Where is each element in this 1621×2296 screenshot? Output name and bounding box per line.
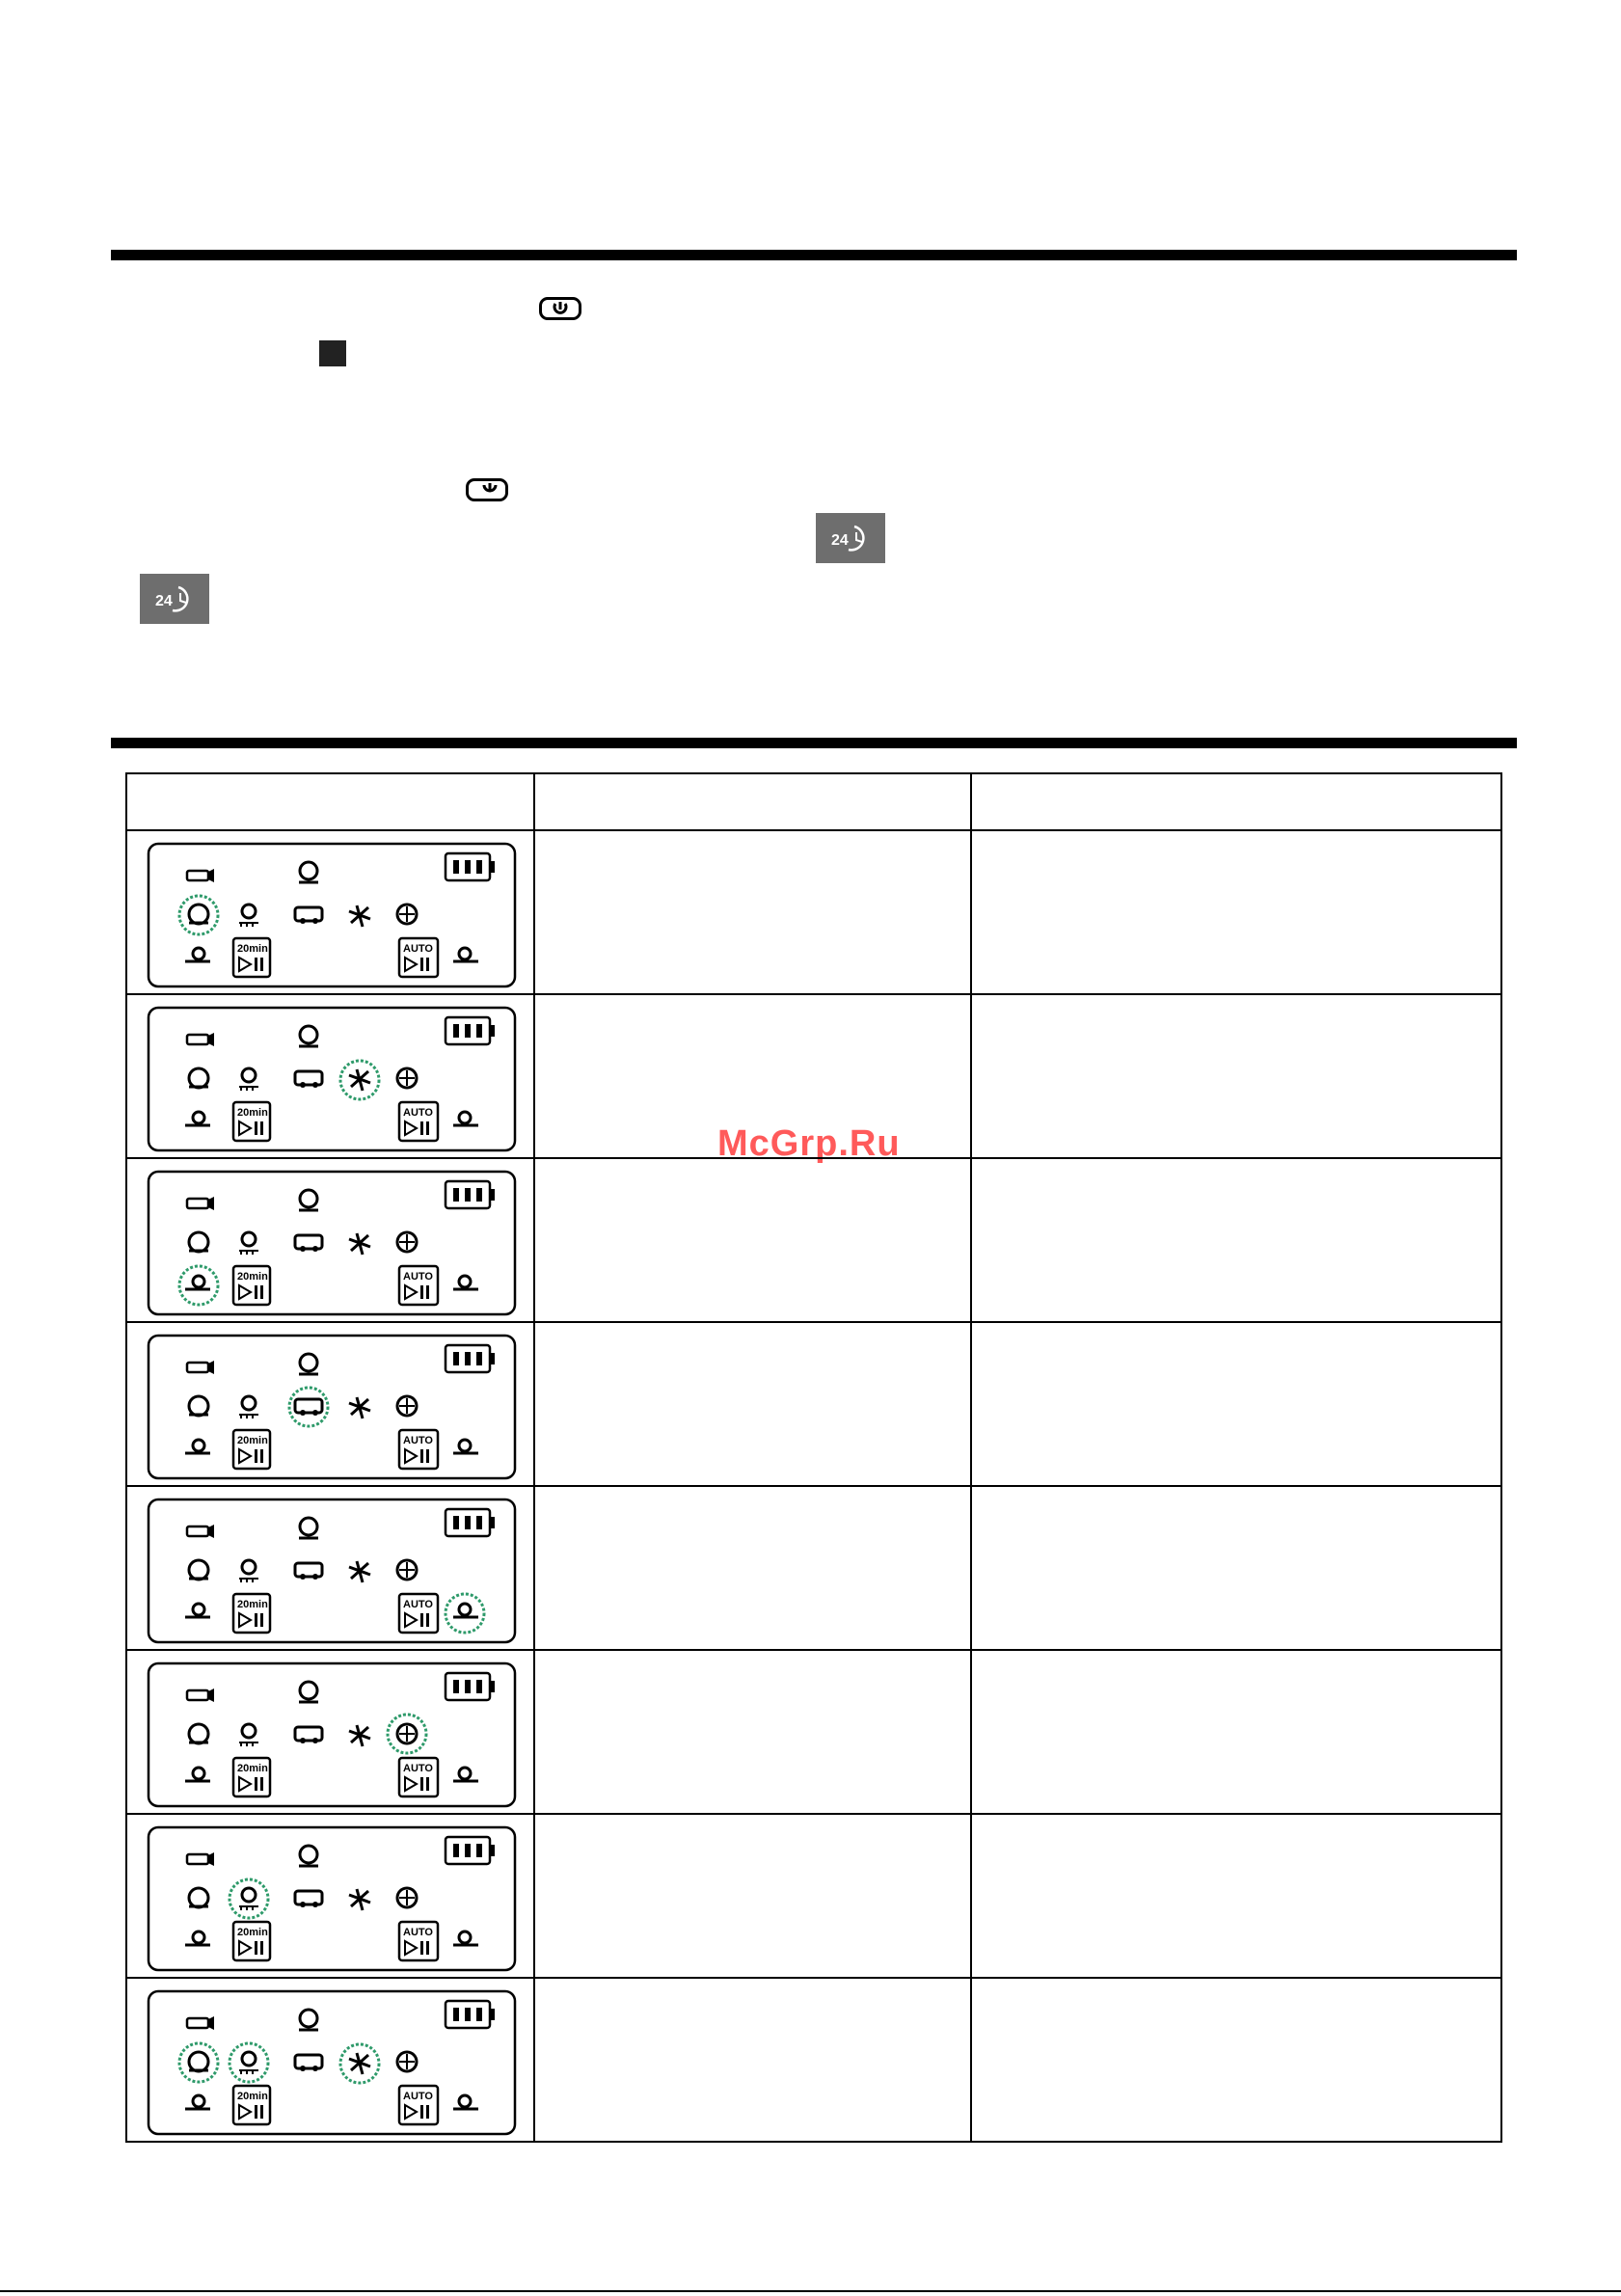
timer-label: 20min — [237, 1435, 268, 1446]
highlight-markers — [179, 1266, 218, 1305]
right-edge-icon — [453, 2095, 478, 2109]
battery-icon — [446, 1509, 495, 1536]
right-edge-icon — [453, 1768, 478, 1781]
table-row — [126, 830, 1501, 994]
camera-icon — [187, 2016, 214, 2030]
timer-label: 20min — [237, 1107, 268, 1119]
laser-icon — [349, 1233, 370, 1255]
auto-label: AUTO — [403, 1599, 433, 1610]
status-cell — [534, 1158, 971, 1322]
battery-icon — [446, 2001, 495, 2028]
timer-button — [233, 1430, 270, 1469]
table-header-cell — [126, 773, 534, 830]
auto-button — [399, 1594, 438, 1633]
laser-icon — [349, 1725, 370, 1746]
power-button-icon — [466, 478, 508, 501]
auto-label: AUTO — [403, 1435, 433, 1446]
camera-icon — [187, 1688, 214, 1702]
schedule-24h-icon — [140, 574, 209, 624]
spot-icon — [189, 905, 208, 924]
auto-button — [399, 1758, 438, 1796]
laser-icon — [349, 1889, 370, 1910]
notes-cell — [971, 1486, 1501, 1650]
battery-icon — [446, 1837, 495, 1864]
status-cell — [534, 1814, 971, 1978]
right-edge-icon — [453, 1112, 478, 1125]
timer-label: 20min — [237, 943, 268, 955]
fan-icon — [397, 1068, 417, 1088]
section-rule-top — [111, 250, 1517, 260]
schedule-label: 24 — [155, 593, 173, 609]
wheels-icon — [295, 907, 322, 924]
panel-cell — [126, 1814, 534, 1978]
brush-icon — [239, 2052, 258, 2074]
table-row — [126, 1814, 1501, 1978]
left-edge-icon — [185, 948, 210, 961]
auto-button — [399, 938, 438, 977]
highlight-circle-brush — [230, 2043, 268, 2082]
left-edge-icon — [185, 1768, 210, 1781]
left-edge-icon — [185, 1931, 210, 1945]
left-edge-icon — [185, 1276, 210, 1289]
wifi-robot-icon — [299, 1682, 318, 1702]
wheels-icon — [295, 1235, 322, 1252]
right-edge-icon — [453, 1440, 478, 1453]
right-edge-icon — [453, 1931, 478, 1945]
auto-button — [399, 2086, 438, 2124]
page-bottom-edge — [0, 2290, 1621, 2292]
notes-cell — [971, 1322, 1501, 1486]
notes-cell — [971, 994, 1501, 1158]
table-row — [126, 994, 1501, 1158]
wheels-icon — [295, 1891, 322, 1907]
highlight-markers — [230, 1879, 268, 1918]
timer-button — [233, 1266, 270, 1305]
panel-cell — [126, 1158, 534, 1322]
spot-icon — [189, 1232, 208, 1252]
brush-icon — [239, 1888, 258, 1910]
brush-icon — [239, 905, 258, 927]
schedule-label: 24 — [831, 532, 849, 549]
status-cell — [534, 994, 971, 1158]
timer-button — [233, 938, 270, 977]
panel-cell — [126, 1650, 534, 1814]
control-panel-diagram — [147, 1170, 519, 1318]
highlight-markers — [446, 1594, 484, 1633]
section-rule-middle — [111, 738, 1517, 748]
timer-label: 20min — [237, 2091, 268, 2102]
power-button-icon — [539, 297, 581, 320]
auto-label: AUTO — [403, 2091, 433, 2102]
fan-icon — [397, 2052, 417, 2071]
wheels-icon — [295, 1399, 322, 1416]
timer-button — [233, 1758, 270, 1796]
highlight-circle-left-edge — [179, 1266, 218, 1305]
highlight-markers — [179, 896, 218, 934]
highlight-circle-spot — [179, 896, 218, 934]
right-edge-icon — [453, 1276, 478, 1289]
battery-icon — [446, 1181, 495, 1208]
timer-label: 20min — [237, 1763, 268, 1774]
camera-icon — [187, 1197, 214, 1210]
battery-icon — [446, 1017, 495, 1044]
control-panel-diagram — [147, 1825, 519, 1974]
notes-cell — [971, 1158, 1501, 1322]
fan-icon — [397, 905, 417, 924]
wifi-robot-icon — [299, 1026, 318, 1046]
control-panel-diagram — [147, 1006, 519, 1154]
spot-icon — [189, 2052, 208, 2071]
notes-cell — [971, 830, 1501, 994]
wifi-robot-icon — [299, 1354, 318, 1374]
watermark: McGrp.Ru — [717, 1123, 901, 1164]
battery-icon — [446, 1345, 495, 1372]
stop-square-icon — [319, 340, 346, 366]
battery-icon — [446, 1673, 495, 1700]
brush-icon — [239, 1068, 258, 1091]
brush-icon — [239, 1232, 258, 1255]
timer-label: 20min — [237, 1599, 268, 1610]
timer-button — [233, 2086, 270, 2124]
status-cell — [534, 1650, 971, 1814]
timer-button — [233, 1922, 270, 1960]
wifi-robot-icon — [299, 862, 318, 882]
table-row — [126, 1322, 1501, 1486]
panel-cell — [126, 994, 534, 1158]
control-panel-diagram — [147, 1334, 519, 1482]
panel-cell — [126, 1486, 534, 1650]
laser-icon — [349, 2053, 370, 2074]
laser-icon — [349, 1069, 370, 1091]
spot-icon — [189, 1888, 208, 1907]
control-panel-diagram — [147, 1989, 519, 2138]
laser-icon — [349, 1397, 370, 1418]
panel-cell — [126, 1322, 534, 1486]
timer-button — [233, 1102, 270, 1141]
left-edge-icon — [185, 1440, 210, 1453]
table-header-cell — [534, 773, 971, 830]
timer-button — [233, 1594, 270, 1633]
wheels-icon — [295, 1071, 322, 1088]
notes-cell — [971, 1814, 1501, 1978]
spot-icon — [189, 1396, 208, 1416]
spot-icon — [189, 1724, 208, 1743]
auto-button — [399, 1430, 438, 1469]
timer-label: 20min — [237, 1927, 268, 1938]
table-row — [126, 1978, 1501, 2142]
wheels-icon — [295, 1727, 322, 1743]
auto-label: AUTO — [403, 1763, 433, 1774]
status-table — [125, 772, 1502, 2143]
control-panel-diagram — [147, 1661, 519, 1810]
auto-button — [399, 1266, 438, 1305]
table-row — [126, 1650, 1501, 1814]
camera-icon — [187, 1852, 214, 1866]
schedule-24h-icon — [816, 513, 885, 563]
highlight-circle-right-edge — [446, 1594, 484, 1633]
table-header-row — [126, 773, 1501, 830]
table-row — [126, 1158, 1501, 1322]
brush-icon — [239, 1724, 258, 1746]
wifi-robot-icon — [299, 1518, 318, 1538]
wifi-robot-icon — [299, 1846, 318, 1866]
laser-icon — [349, 905, 370, 927]
right-edge-icon — [453, 948, 478, 961]
fan-icon — [397, 1396, 417, 1416]
fan-icon — [397, 1724, 417, 1743]
auto-label: AUTO — [403, 1271, 433, 1283]
brush-icon — [239, 1396, 258, 1418]
notes-cell — [971, 1978, 1501, 2142]
camera-icon — [187, 1525, 214, 1538]
auto-label: AUTO — [403, 1107, 433, 1119]
spot-icon — [189, 1068, 208, 1088]
control-panel-diagram — [147, 842, 519, 990]
battery-icon — [446, 853, 495, 880]
right-edge-icon — [453, 1604, 478, 1617]
status-cell — [534, 1486, 971, 1650]
status-cell — [534, 830, 971, 994]
highlight-circle-brush — [230, 1879, 268, 1918]
notes-cell — [971, 1650, 1501, 1814]
left-edge-icon — [185, 2095, 210, 2109]
table-header-cell — [971, 773, 1501, 830]
panel-cell — [126, 830, 534, 994]
status-cell — [534, 1322, 971, 1486]
camera-icon — [187, 869, 214, 882]
fan-icon — [397, 1888, 417, 1907]
fan-icon — [397, 1560, 417, 1580]
auto-label: AUTO — [403, 943, 433, 955]
wifi-robot-icon — [299, 1190, 318, 1210]
left-edge-icon — [185, 1604, 210, 1617]
control-panel-diagram — [147, 1498, 519, 1646]
wifi-robot-icon — [299, 2010, 318, 2030]
auto-button — [399, 1102, 438, 1141]
laser-icon — [349, 1561, 370, 1582]
camera-icon — [187, 1033, 214, 1046]
spot-icon — [189, 1560, 208, 1580]
wheels-icon — [295, 1563, 322, 1580]
panel-cell — [126, 1978, 534, 2142]
auto-button — [399, 1922, 438, 1960]
table-row — [126, 1486, 1501, 1650]
highlight-circle-spot — [179, 2043, 218, 2082]
camera-icon — [187, 1361, 214, 1374]
brush-icon — [239, 1560, 258, 1582]
fan-icon — [397, 1232, 417, 1252]
wheels-icon — [295, 2055, 322, 2071]
status-cell — [534, 1978, 971, 2142]
auto-label: AUTO — [403, 1927, 433, 1938]
left-edge-icon — [185, 1112, 210, 1125]
timer-label: 20min — [237, 1271, 268, 1283]
